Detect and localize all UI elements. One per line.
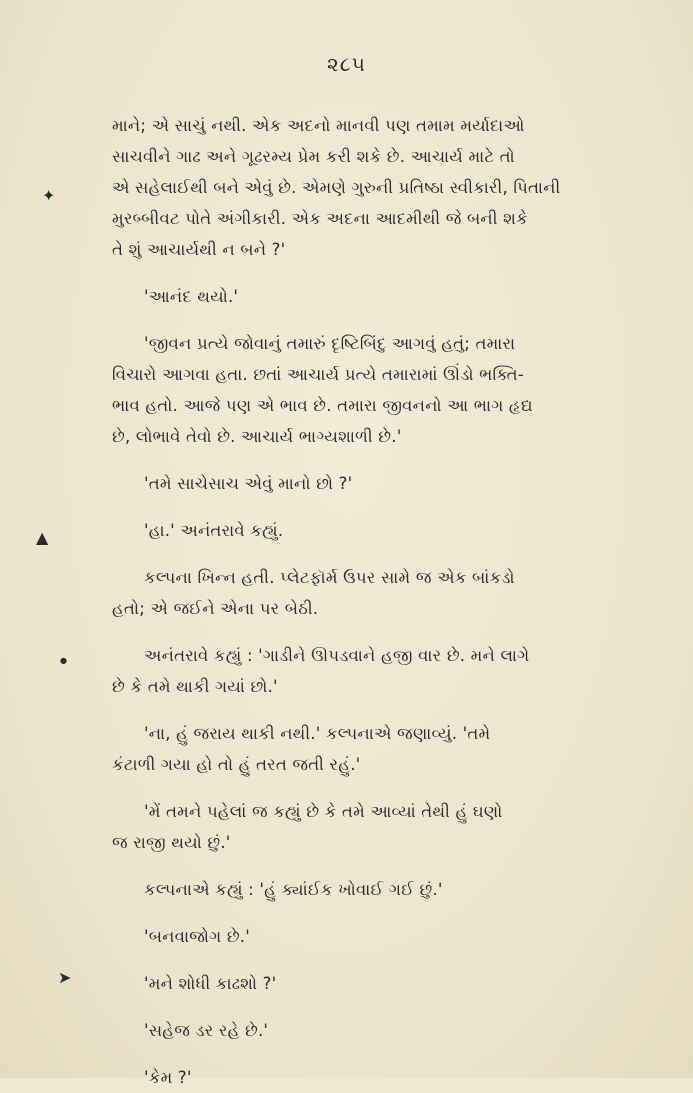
- page-number: ૨૮૫: [327, 52, 366, 76]
- text-line: મુરબ્બીવટ પોતે અંગીકારી. એક અદના આદમીથી જે બની શકે: [112, 209, 528, 228]
- paragraph: [112, 874, 652, 905]
- body-text: [112, 110, 652, 1093]
- paragraph: [112, 515, 652, 546]
- text-line: છે, લોભાવે તેવો છે. આચાર્ય ભાગ્યશાળી છે.': [112, 427, 402, 446]
- margin-mark-2: ▲: [36, 528, 49, 547]
- text-line: સાચવીને ગાઢ અને ગૂઢરમ્ય પ્રેમ કરી શકે છે. આચાર્ય માટે તો: [112, 147, 515, 166]
- text-line: 'કેમ ?': [144, 1068, 192, 1087]
- paragraph: [112, 328, 652, 452]
- paragraph: [112, 796, 652, 858]
- text-line: 'બનવાજોગ છે.': [144, 927, 250, 946]
- text-line: કલ્પનાએ કહ્યું : 'હું ક્યાંઈક ખોવાઈ ગઈ છું.': [144, 880, 443, 899]
- text-line: 'જીવન પ્રત્યે જોવાનું તમારું દૃષ્ટિબિંદુ આગવું હતું; તમારા: [144, 334, 516, 353]
- text-line: 'સહેજ ડર રહે છે.': [144, 1021, 269, 1040]
- text-line: એ સહેલાઈથી બને એવું છે. એમણે ગુરુની પ્રતિષ્ઠા સ્વીકારી, પિતાની: [112, 178, 561, 197]
- margin-mark-1: ✦: [42, 186, 56, 205]
- text-line: કલ્પના ખિન્ન હતી. પ્લેટફૉર્મ ઉપર સામે જ એક બાંકડો: [144, 568, 515, 587]
- text-line: 'મેં તમને પહેલાં જ કહ્યું છે કે તમે આવ્યાં તેથી હું ઘણો: [144, 802, 503, 821]
- text-line: જ રાજી થયો છું.': [112, 833, 231, 852]
- text-line: ભાવ હતો. આજે પણ એ ભાવ છે. તમારા જીવનનો આ ભાગ હૃદ્ય: [112, 396, 533, 415]
- paragraph: [112, 110, 652, 265]
- text-line: તે શું આચાર્યથી ન બને ?': [112, 240, 286, 259]
- paragraph: [112, 640, 652, 702]
- text-line: કંટાળી ગયા હો તો હું તરત જતી રહું.': [112, 755, 361, 774]
- text-line: 'મને શોધી કાઢશો ?': [144, 974, 277, 993]
- paragraph: [112, 281, 652, 312]
- margin-mark-3: ●: [60, 656, 67, 665]
- paragraph: [112, 562, 652, 624]
- margin-mark-4: ➤: [58, 968, 72, 987]
- text-line: વિચારો આગવા હતા. છતાં આચાર્ય પ્રત્યે તમારામાં ઊંડો ભક્તિ-: [112, 365, 524, 384]
- paragraph: [112, 468, 652, 499]
- text-line: અનંતરાવે કહ્યું : 'ગાડીને ઊપડવાને હજી વાર છે. મને લાગે: [144, 646, 530, 665]
- text-line: 'હા.' અનંતરાવે કહ્યું.: [144, 521, 284, 540]
- paragraph: [112, 718, 652, 780]
- text-line: 'ના, હું જરાય થાકી નથી.' કલ્પનાએ જણાવ્યું. 'તમે: [144, 724, 491, 743]
- paragraph: [112, 1015, 652, 1046]
- text-line: માને; એ સાચું નથી. એક અદનો માનવી પણ તમામ મર્યાદાઓ: [112, 116, 525, 135]
- text-line: છે કે તમે થાકી ગયાં છો.': [112, 677, 278, 696]
- paragraph: [112, 921, 652, 952]
- text-line: 'આનંદ થયો.': [144, 287, 239, 306]
- text-line: હતો; એ જઈને એના પર બેઠી.: [112, 599, 319, 618]
- text-line: 'તમે સાચેસાચ એવું માનો છો ?': [144, 474, 353, 493]
- paragraph: [112, 968, 652, 999]
